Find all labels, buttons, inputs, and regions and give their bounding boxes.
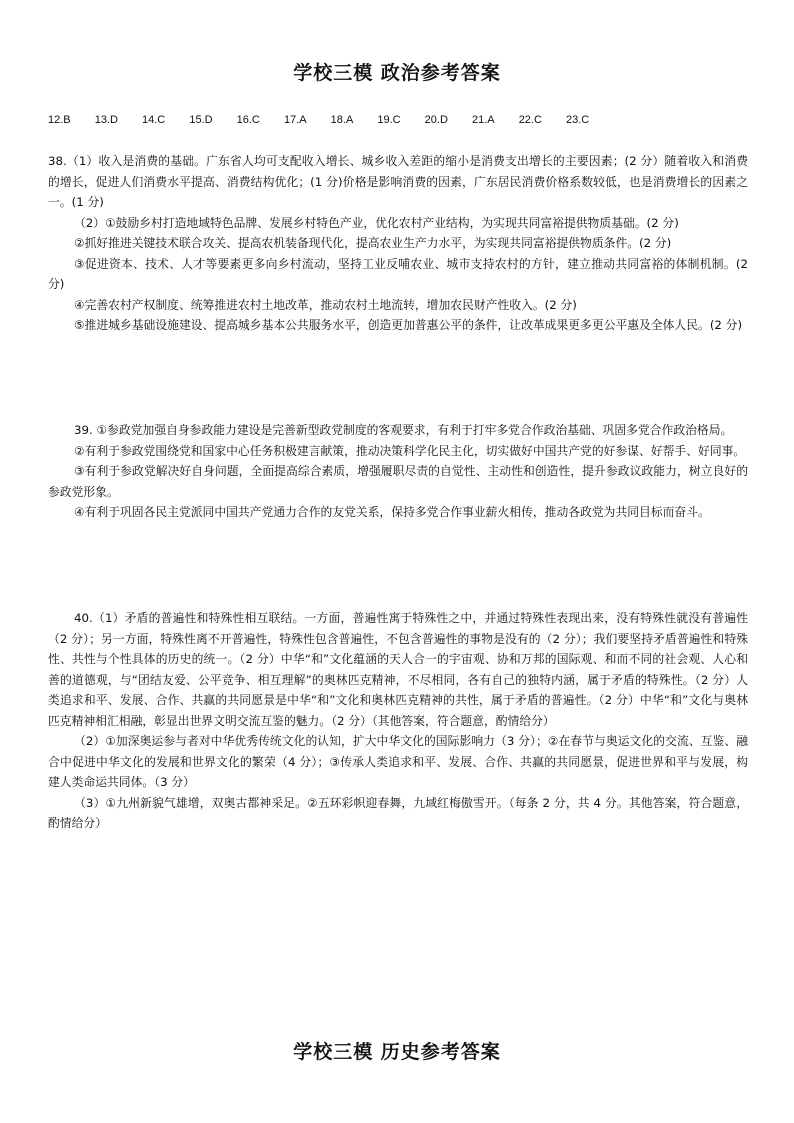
q40-part2: （2）①加深奥运参与者对中华优秀传统文化的认知，扩大中华文化的国际影响力（3 分）；②在春节与奥运文化的交流、互鉴、融合中促进中华文化的发展和世界文化的繁荣（4 分）；③传承人类追求和平、发展、合作、共赢的共同愿景，促进世界和平与发展，构建人类命运共同体。（3 分）	[48, 734, 748, 789]
question-40	[48, 608, 748, 834]
q38-part2-item4: ④完善农村产权制度、统筹推进农村土地改革，推动农村土地流转，增加农民财产性收入。(2 分)	[74, 297, 577, 312]
q38-part2-item3: ③促进资本、技术、人才等要素更多向乡村流动，坚持工业反哺农业、城市支持农村的方针，建立推动共同富裕的体制机制。(2 分)	[48, 256, 748, 291]
answer-17: 17.A	[283, 114, 307, 126]
q40-part3: （3）①九州新貌气雄增，双奥古都神采足。②五环彩帜迎春舞，九域红梅傲雪开。（每条 2 分，共 4 分。其他答案，符合题意，酌情给分）	[48, 795, 748, 830]
q38-part1: 38.（1）收入是消费的基础。广东省人均可支配收入增长、城乡收入差距的缩小是消费支出增长的主要因素；(2 分）随着收入和消费的增长，促进人们消费水平提高、消费结构优化；(1 分)价格是影响消费的因素，广东居民消费价格系数较低，也是消费增长的因素之一。(1 分)	[48, 154, 748, 209]
question-38	[48, 151, 748, 336]
page-title-politics: 学校三模 政治参考答案	[293, 62, 501, 84]
q39-item1: 39. ①参政党加强自身参政能力建设是完善新型政党制度的客观要求，有利于打牢多党合作政治基础、巩固多党合作政治格局。	[74, 423, 733, 437]
answer-21: 21.A	[471, 114, 495, 126]
answer-13: 13.D	[94, 114, 118, 126]
answer-19: 19.C	[377, 114, 401, 126]
q38-part2-item5: ⑤推进城乡基础设施建设、提高城乡基本公共服务水平，创造更加普惠公平的条件，让改革成果更多更公平惠及全体人民。(2 分)	[74, 318, 743, 332]
answer-23: 23.C	[566, 114, 590, 126]
answer-16: 16.C	[236, 114, 260, 126]
answer-18: 18.A	[330, 114, 354, 126]
question-39	[48, 420, 748, 523]
answer-15: 15.D	[189, 114, 213, 126]
q38-part2-item2: ②抓好推进关键技术联合攻关、提高农机装备现代化，提高农业生产力水平，为实现共同富裕提供物质条件。(2 分)	[74, 236, 672, 250]
q40-part1: 40.（1）矛盾的普遍性和特殊性相互联结。一方面，普遍性寓于特殊性之中，并通过特殊性表现出来，没有特殊性就没有普遍性（2 分）；另一方面，特殊性离不开普遍性，特殊性包含普遍性，不包含普遍性的事物是没有的（2 分）；我们要坚持矛盾普遍性和特殊性、共性与个性具体的历史的统一。（2 分）中华“和”文化蕴涵的天人合一的宇宙观、协和万邦的国际观、和而不同的社会观、人心和善的道德观，与“团结友爱、公平竞争、相互理解”的奥林匹克精神，不尽相同，各有自己的独特内涵，属于矛盾的特殊性。（2 分）人类追求和平、发展、合作、共赢的共同愿景是中华“和”文化和奥林匹克精神的共性，属于矛盾的普遍性。（2 分）中华“和”文化与奥林匹克精神相汇相融，彰显出世界文明交流互鉴的魅力。（2 分）（其他答案，符合题意，酌情给分）	[48, 611, 748, 728]
multiple-choice-answers	[48, 114, 610, 126]
page-title-history: 学校三模 历史参考答案	[293, 1041, 501, 1063]
answer-14: 14.C	[142, 114, 166, 126]
answer-22: 22.C	[518, 114, 542, 126]
q39-item4: ④有利于巩固各民主党派同中国共产党通力合作的友党关系，保持多党合作事业薪火相传，推动各政党为共同目标而奋斗。	[74, 505, 710, 519]
q39-item2: ②有利于参政党围绕党和国家中心任务积极建言献策，推动决策科学化民主化，切实做好中国共产党的好参谋、好帮手、好同事。	[74, 443, 746, 458]
answer-12: 12.B	[48, 114, 71, 126]
answer-20: 20.D	[424, 114, 448, 126]
q39-item3: ③有利于参政党解决好自身问题，全面提高综合素质，增强履职尽责的自觉性、主动性和创造性，提升参政议政能力，树立良好的参政党形象。	[48, 464, 748, 499]
q38-part2-item1: （2）①鼓励乡村打造地域特色品牌、发展乡村特色产业，优化农村产业结构，为实现共同富裕提供物质基础。(2 分)	[74, 215, 679, 230]
